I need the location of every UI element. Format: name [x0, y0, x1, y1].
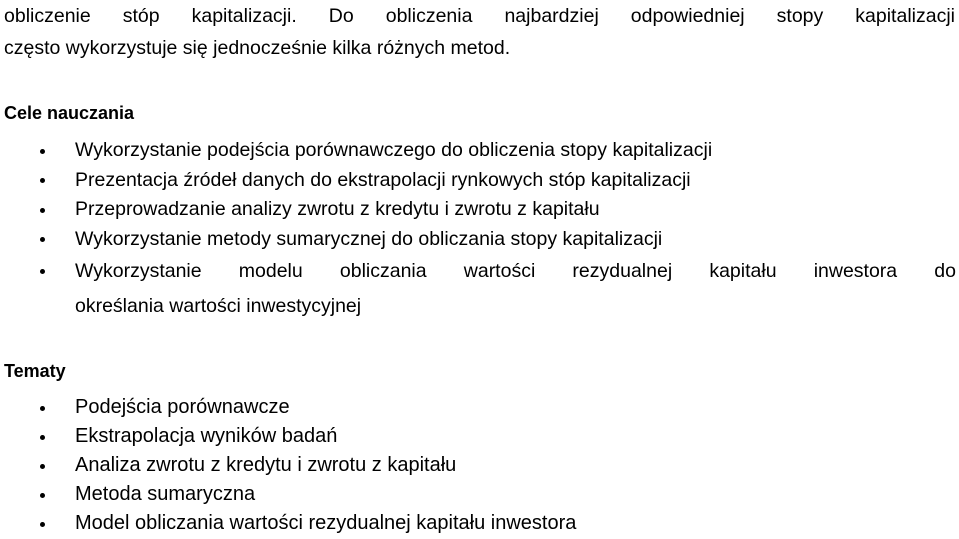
- bullet-icon: [40, 237, 45, 242]
- list-item: [0, 480, 959, 509]
- list-item-text: Wykorzystanie podejścia porównawczego do obliczenia stopy kapitalizacji: [75, 139, 713, 161]
- list-item: [0, 451, 959, 480]
- bullet-icon: [40, 149, 45, 154]
- list-item-text: Podejścia porównawcze: [75, 396, 290, 418]
- objectives-heading: Cele nauczania: [4, 103, 135, 123]
- bullet-icon: [40, 208, 45, 213]
- list-item-text: Przeprowadzanie analizy zwrotu z kredytu i zwrotu z kapitału: [75, 198, 600, 220]
- topics-list: [0, 393, 959, 538]
- list-item-text-line-1: Wykorzystanie modelu obliczania wartości rezydualnej kapitału inwestora do: [75, 260, 956, 282]
- list-item: [0, 195, 959, 225]
- list-item: [0, 136, 959, 166]
- list-item: [0, 254, 959, 324]
- bullet-icon: [40, 178, 45, 183]
- list-item-text: Wykorzystanie metody sumarycznej do obliczania stopy kapitalizacji: [75, 227, 663, 250]
- bullet-icon: [40, 269, 45, 274]
- bullet-icon: [40, 406, 45, 411]
- intro-line-2: często wykorzystuje się jednocześnie kilka różnych metod.: [4, 37, 511, 59]
- list-item: [0, 393, 959, 422]
- bullet-icon: [40, 522, 45, 527]
- list-item-text: Analiza zwrotu z kredytu i zwrotu z kapitału: [75, 454, 457, 476]
- intro-line-1: obliczenie stóp kapitalizacji. Do obliczenia najbardziej odpowiedniej stopy kapitalizacji: [4, 5, 955, 27]
- list-item: [0, 422, 959, 451]
- list-item: [0, 166, 959, 196]
- list-item: [0, 509, 959, 538]
- bullet-icon: [40, 493, 45, 498]
- list-item-text: Metoda sumaryczna: [75, 483, 256, 505]
- topics-heading: Tematy: [4, 361, 66, 381]
- list-item-text: Prezentacja źródeł danych do ekstrapolacji rynkowych stóp kapitalizacji: [75, 168, 691, 191]
- list-item-text: Ekstrapolacja wyników badań: [75, 425, 338, 447]
- list-item: [0, 225, 959, 255]
- list-item-text: Model obliczania wartości rezydualnej kapitału inwestora: [75, 512, 577, 534]
- intro-paragraph: [4, 0, 955, 64]
- list-item-text-line-2: określania wartości inwestycyjnej: [75, 295, 362, 317]
- objectives-list: [0, 136, 959, 324]
- bullet-icon: [40, 435, 45, 440]
- bullet-icon: [40, 464, 45, 469]
